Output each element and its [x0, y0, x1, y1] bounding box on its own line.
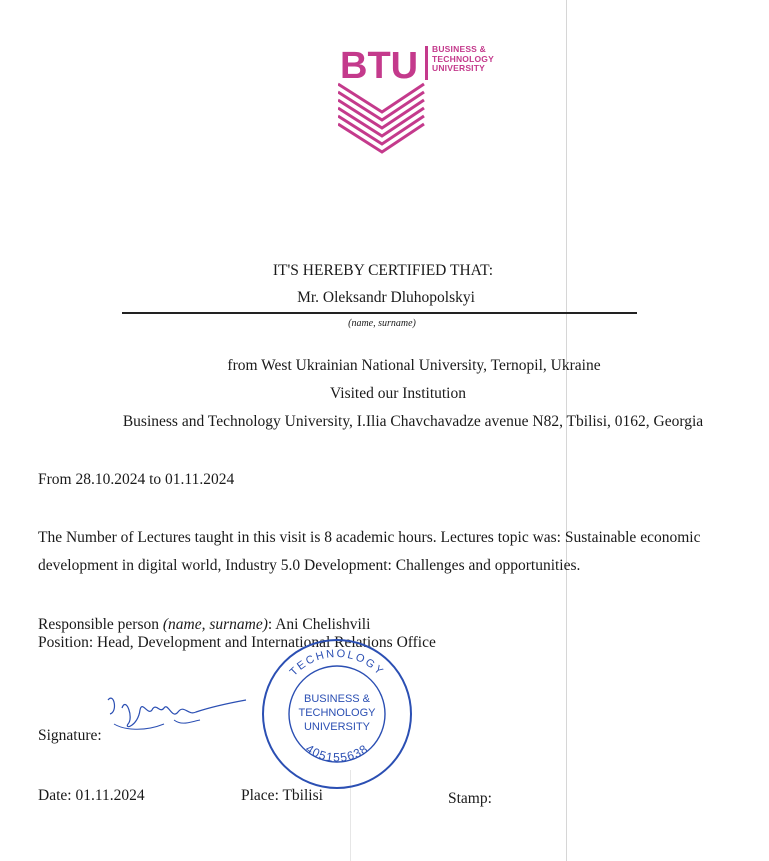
responsible-person: Responsible person (name, surname): Ani Chelishvili: [38, 616, 371, 633]
logo-subtitle: BUSINESS & TECHNOLOGY UNIVERSITY: [432, 44, 494, 73]
institution-line: Business and Technology University, I.Ilia Chavchavadze avenue N82, Tbilisi, 0162, Georgia: [122, 413, 704, 430]
signature: [104, 690, 254, 745]
recipient-name: Mr. Oleksandr Dluhopolskyi: [297, 289, 475, 306]
certificate-heading: IT'S HEREBY CERTIFIED THAT:: [272, 262, 494, 279]
origin-line: from West Ukrainian National University, Ternopil, Ukraine: [227, 357, 601, 374]
name-underline: [122, 312, 637, 314]
place-field: Place: Tbilisi: [241, 787, 323, 804]
name-caption: (name, surname): [348, 318, 416, 329]
stamp-label: Stamp:: [448, 790, 492, 807]
logo-divider: [425, 46, 428, 80]
date-field: Date: 01.11.2024: [38, 787, 145, 804]
btu-logo-mark: [338, 42, 428, 154]
svg-text:TECHNOLOGY: TECHNOLOGY: [298, 707, 376, 719]
btu-letters: BTU: [340, 45, 419, 87]
svg-text:405155638: 405155638: [303, 741, 371, 765]
official-stamp: [258, 635, 416, 798]
svg-text:UNIVERSITY: UNIVERSITY: [303, 721, 371, 733]
lectures-line-2: development in digital world, Industry 5.0 Development: Challenges and opportunities.: [38, 557, 581, 574]
svg-text:TECHNOLOGY: TECHNOLOGY: [287, 647, 387, 679]
signature-label: Signature:: [38, 727, 102, 744]
lectures-line-1: The Number of Lectures taught in this visit is 8 academic hours. Lectures topic was: Sustainable economic: [38, 529, 701, 546]
visit-period: From 28.10.2024 to 01.11.2024: [38, 471, 235, 488]
svg-text:BUSINESS &: BUSINESS &: [303, 693, 371, 705]
responsible-position: Position: Head, Development and International Relations Office: [38, 634, 436, 651]
visited-line: Visited our Institution: [330, 385, 466, 402]
btu-logo: [338, 42, 494, 159]
